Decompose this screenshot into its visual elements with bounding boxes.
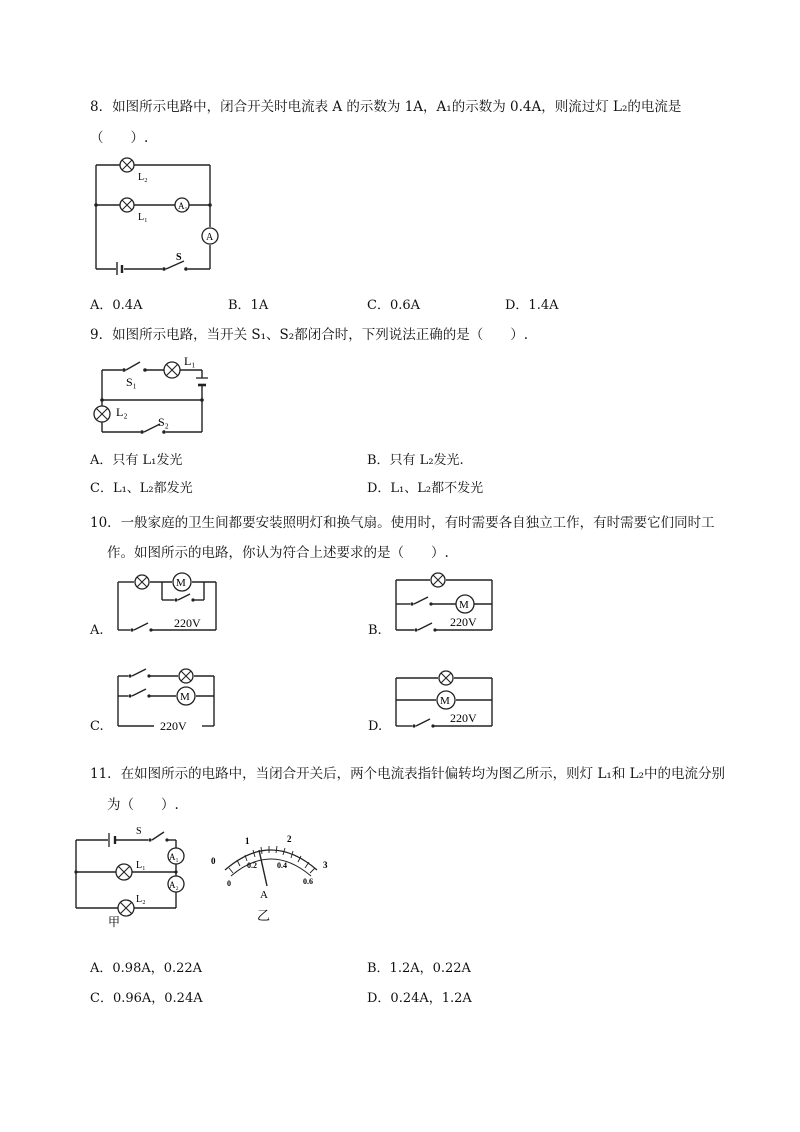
q8-label-l2: L₂ bbox=[138, 172, 148, 183]
q11-label-jia: 甲 bbox=[108, 915, 121, 929]
q10-c-lamp-icon bbox=[179, 669, 193, 683]
q11-scale-outer-0: 0 bbox=[211, 856, 216, 866]
q10-d-lamp-icon bbox=[439, 671, 453, 685]
q10-circuit-b bbox=[390, 568, 500, 638]
q9-option-c[interactable]: C．L₁、L₂都发光 bbox=[90, 481, 193, 496]
q8-label-a1: A₁ bbox=[178, 201, 188, 211]
q10-d-motor-label: M bbox=[440, 695, 450, 707]
q10-a-voltage: 220V bbox=[174, 616, 201, 630]
q8-lamp-l2 bbox=[120, 158, 134, 172]
q9-stem: 9．如图所示电路，当开关 S₁、S₂都闭合时，下列说法正确的是（ ）. bbox=[90, 327, 528, 343]
q9-label-s2: S₂ bbox=[158, 415, 169, 429]
q10-c-voltage: 220V bbox=[160, 719, 187, 732]
q11-scale-outer-1: 1 bbox=[245, 836, 250, 846]
q10-option-c[interactable]: C. bbox=[90, 719, 104, 734]
q11-option-a[interactable]: A．0.98A，0.22A bbox=[90, 961, 203, 976]
q10-circuit-d bbox=[390, 662, 500, 732]
q11-scale-inner-3: 0.6 bbox=[303, 877, 313, 886]
q9-option-b[interactable]: B．只有 L₂发光. bbox=[367, 453, 464, 468]
q11-battery-symbol bbox=[109, 833, 115, 847]
q10-b-motor-label: M bbox=[459, 599, 469, 611]
q10-stem-line1: 10．一般家庭的卫生间都要安装照明灯和换气扇。使用时，有时需要各自独立工作，有时需要它们同时工 bbox=[90, 515, 715, 531]
q11-label-s: S bbox=[136, 826, 142, 837]
q11-option-c[interactable]: C．0.96A，0.24A bbox=[90, 991, 203, 1006]
q11-label-a2: A₂ bbox=[169, 880, 179, 890]
q8-option-a[interactable]: A．0.4A bbox=[90, 298, 143, 313]
q11-scale-inner-0: 0 bbox=[227, 879, 231, 888]
q8-lamp-l1 bbox=[120, 198, 134, 212]
q10-d-voltage: 220V bbox=[450, 711, 477, 725]
q8-stem-line2: （ ）. bbox=[90, 130, 149, 146]
q9-label-l2: L₂ bbox=[116, 405, 128, 419]
q11-option-b[interactable]: B．1.2A，0.22A bbox=[367, 961, 471, 976]
q9-option-d[interactable]: D．L₁、L₂都不发光 bbox=[367, 481, 484, 496]
q10-circuit-c bbox=[112, 662, 222, 732]
q11-label-a1: A₁ bbox=[169, 852, 179, 862]
q10-a-motor-label: M bbox=[176, 577, 186, 589]
q10-c-motor-label: M bbox=[180, 691, 190, 703]
q10-option-b[interactable]: B. bbox=[368, 623, 382, 638]
q10-option-a[interactable]: A. bbox=[90, 623, 104, 638]
q9-label-s1: S₁ bbox=[126, 375, 137, 389]
q11-scale-inner-2: 0.4 bbox=[277, 861, 287, 870]
q9-lamp-l2 bbox=[94, 406, 110, 422]
q8-label-l1: L₁ bbox=[138, 212, 148, 223]
q11-meter-pointer bbox=[259, 850, 267, 886]
q11-lamp-l1 bbox=[116, 864, 132, 880]
q11-label-l2: L₂ bbox=[136, 894, 146, 905]
q11-meter-unit: A bbox=[260, 889, 268, 901]
q10-option-d[interactable]: D. bbox=[368, 719, 383, 734]
q9-circuit-diagram bbox=[90, 352, 220, 440]
q11-circuit-jia bbox=[70, 822, 190, 930]
q8-option-d[interactable]: D．1.4A bbox=[505, 298, 559, 313]
q10-circuit-a bbox=[112, 568, 222, 638]
q11-option-d[interactable]: D．0.24A，1.2A bbox=[367, 991, 472, 1006]
q9-option-a[interactable]: A．只有 L₁发光 bbox=[90, 453, 183, 468]
q10-b-voltage: 220V bbox=[450, 615, 477, 629]
q8-label-a: A bbox=[206, 232, 214, 243]
q8-stem-line1: 8．如图所示电路中，闭合开关时电流表 A 的示数为 1A，A₁的示数为 0.4A，则流过灯 L₂的电流是 bbox=[90, 99, 682, 115]
q9-battery-symbol bbox=[196, 378, 208, 385]
q11-scale-outer-3: 3 bbox=[323, 860, 328, 870]
q8-option-c[interactable]: C．0.6A bbox=[367, 298, 421, 313]
q9-label-l1: L₁ bbox=[184, 354, 196, 368]
q11-scale-inner-1: 0.2 bbox=[247, 861, 257, 870]
q10-stem-line2: 作。如图所示的电路，你认为符合上述要求的是（ ）. bbox=[107, 545, 449, 561]
q11-lamp-l2 bbox=[118, 900, 134, 916]
q8-option-b[interactable]: B．1A bbox=[228, 298, 269, 313]
q10-a-lamp-icon bbox=[135, 575, 149, 589]
q11-scale-outer-2: 2 bbox=[287, 834, 292, 844]
q11-label-l1: L₁ bbox=[136, 860, 146, 871]
q11-label-yi: 乙 bbox=[257, 908, 271, 923]
q11-stem-line2: 为（ ）. bbox=[107, 797, 179, 813]
q11-stem-line1: 11．在如图所示的电路中，当闭合开关后，两个电流表指针偏转均为图乙所示，则灯 L₁和 L₂中的电流分别 bbox=[90, 766, 726, 782]
q8-circuit-diagram bbox=[90, 155, 220, 275]
q11-meter-yi bbox=[205, 828, 335, 928]
q9-lamp-l1 bbox=[164, 362, 180, 378]
q8-battery-symbol bbox=[117, 262, 122, 275]
q10-b-lamp-icon bbox=[431, 573, 445, 587]
q8-label-switch: S bbox=[176, 252, 182, 263]
